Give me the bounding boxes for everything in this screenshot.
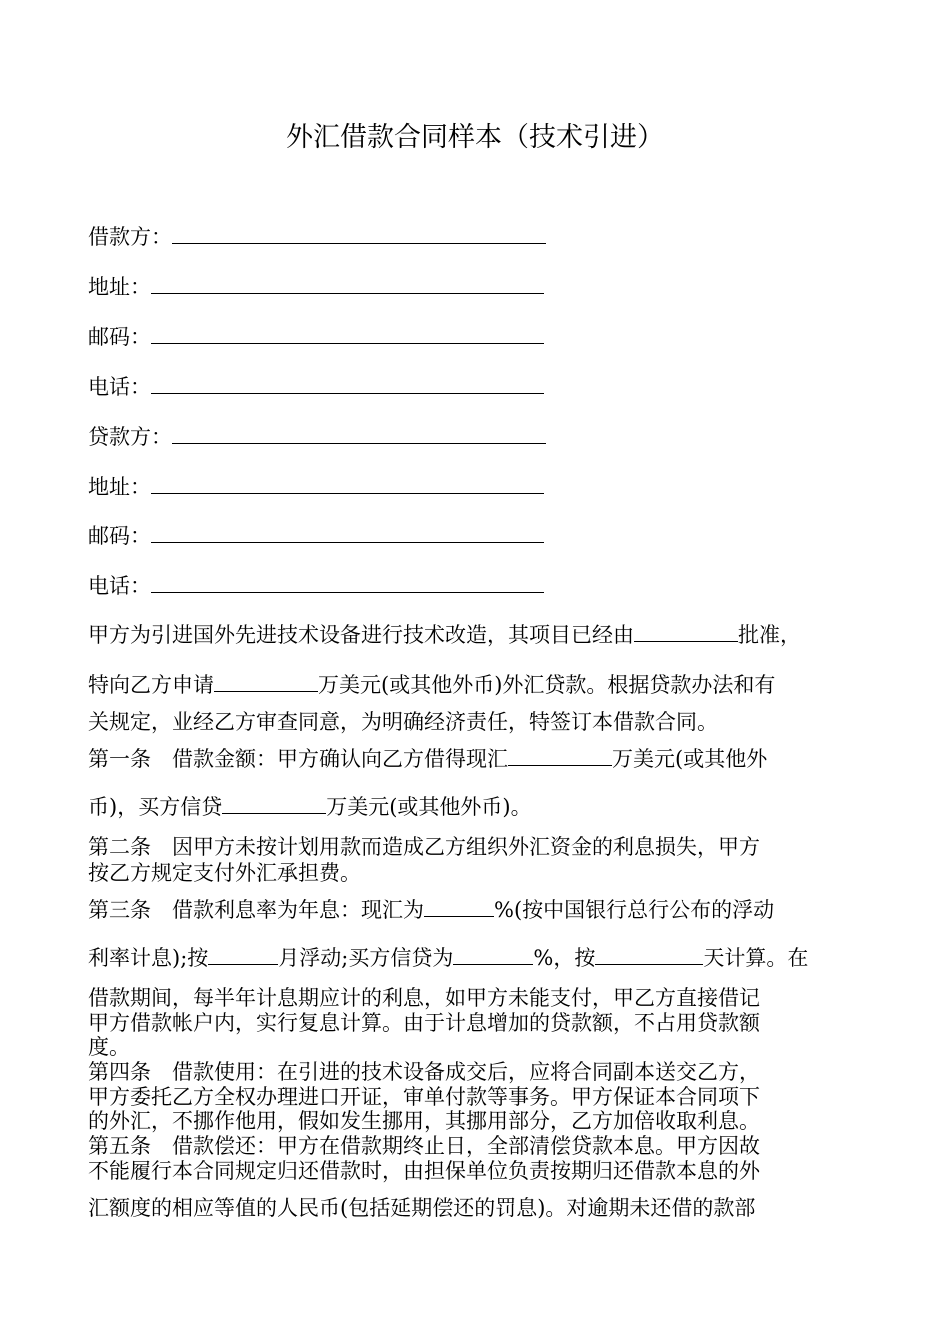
body-line: 甲方借款帐户内，实行复息计算。由于计息增加的贷款额，不占用贷款额 [88,1011,760,1035]
lender-phone-field [88,571,544,601]
borrower-address-field [88,272,544,302]
body-line: 借款期间，每半年计息期应计的利息，如甲方未能支付，甲乙方直接借记 [88,986,760,1010]
text-run: 万美元(或其他外币)外汇贷款。根据贷款办法和有 [318,673,776,697]
text-run: 万美元(或其他外 [612,747,768,771]
body-line [88,792,532,822]
body-line: 不能履行本合同规定归还借款时，由担保单位负责按期归还借款本息的外 [88,1159,760,1183]
field-label: 电话： [88,375,151,399]
body-line: 第四条 借款使用：在引进的技术设备成交后，应将合同副本送交乙方， [88,1060,760,1084]
body-line: 第二条 因甲方未按计划用款而造成乙方组织外汇资金的利息损失，甲方 [88,835,760,859]
text-run: 批准， [738,623,801,647]
lender-postcode-field [88,521,544,551]
text-run: 特向乙方申请 [88,673,214,697]
text-run: %(按中国银行总行公布的浮动 [494,898,775,922]
field-label: 邮码： [88,325,151,349]
body-line [88,943,808,973]
blank-days[interactable] [595,944,703,965]
borrower-phone-field [88,372,544,402]
fill-line[interactable] [172,423,546,444]
body-line [88,744,767,774]
field-label: 电话： [88,574,151,598]
fill-line[interactable] [151,473,544,494]
blank-cash-amount[interactable] [508,745,612,766]
fill-line[interactable] [151,572,544,593]
body-line: 度。 [88,1035,130,1059]
fill-line[interactable] [151,522,544,543]
field-label: 邮码： [88,524,151,548]
body-line [88,620,801,650]
text-run: 币)，买方信贷 [88,795,223,819]
fill-line[interactable] [151,323,544,344]
text-run: 第一条 借款金额：甲方确认向乙方借得现汇 [88,747,508,771]
fill-line[interactable] [151,273,544,294]
body-line: 甲方委托乙方全权办理进口开证，审单付款等事务。甲方保证本合同项下 [88,1085,760,1109]
field-label: 贷款方： [88,425,172,449]
body-line: 关规定，业经乙方审查同意，为明确经济责任，特签订本借款合同。 [88,710,718,734]
text-run: 甲方为引进国外先进技术设备进行技术改造，其项目已经由 [88,623,634,647]
body-line: 按乙方规定支付外汇承担费。 [88,861,361,885]
text-run: 月浮动;买方信贷为 [278,946,454,970]
field-label: 地址： [88,275,151,299]
body-line: 汇额度的相应等值的人民币(包括延期偿还的罚息)。对逾期未还借的款部 [88,1196,756,1220]
lender-field [88,422,546,452]
text-run: 天计算。在 [703,946,809,970]
blank-buyer-credit[interactable] [222,793,326,814]
field-label: 借款方： [88,225,172,249]
text-run: 利率计息);按 [88,946,209,970]
text-run: 第三条 借款利息率为年息：现汇为 [88,898,424,922]
blank-approver[interactable] [634,621,738,642]
text-run: 万美元(或其他外币)。 [326,795,532,819]
field-label: 地址： [88,475,151,499]
text-run: %，按 [533,946,596,970]
body-line: 的外汇，不挪作他用，假如发生挪用，其挪用部分，乙方加倍收取利息。 [88,1109,760,1133]
blank-credit-rate[interactable] [453,944,533,965]
borrower-field [88,222,546,252]
fill-line[interactable] [172,223,546,244]
body-line [88,670,775,700]
blank-float-month[interactable] [208,944,278,965]
blank-cash-rate[interactable] [424,896,494,917]
fill-line[interactable] [151,373,544,394]
page-title: 外汇借款合同样本（技术引进） [286,122,664,153]
blank-loan-amount[interactable] [214,671,318,692]
body-line [88,895,774,925]
lender-address-field [88,472,544,502]
body-line: 第五条 借款偿还：甲方在借款期终止日，全部清偿贷款本息。甲方因故 [88,1134,760,1158]
borrower-postcode-field [88,322,544,352]
